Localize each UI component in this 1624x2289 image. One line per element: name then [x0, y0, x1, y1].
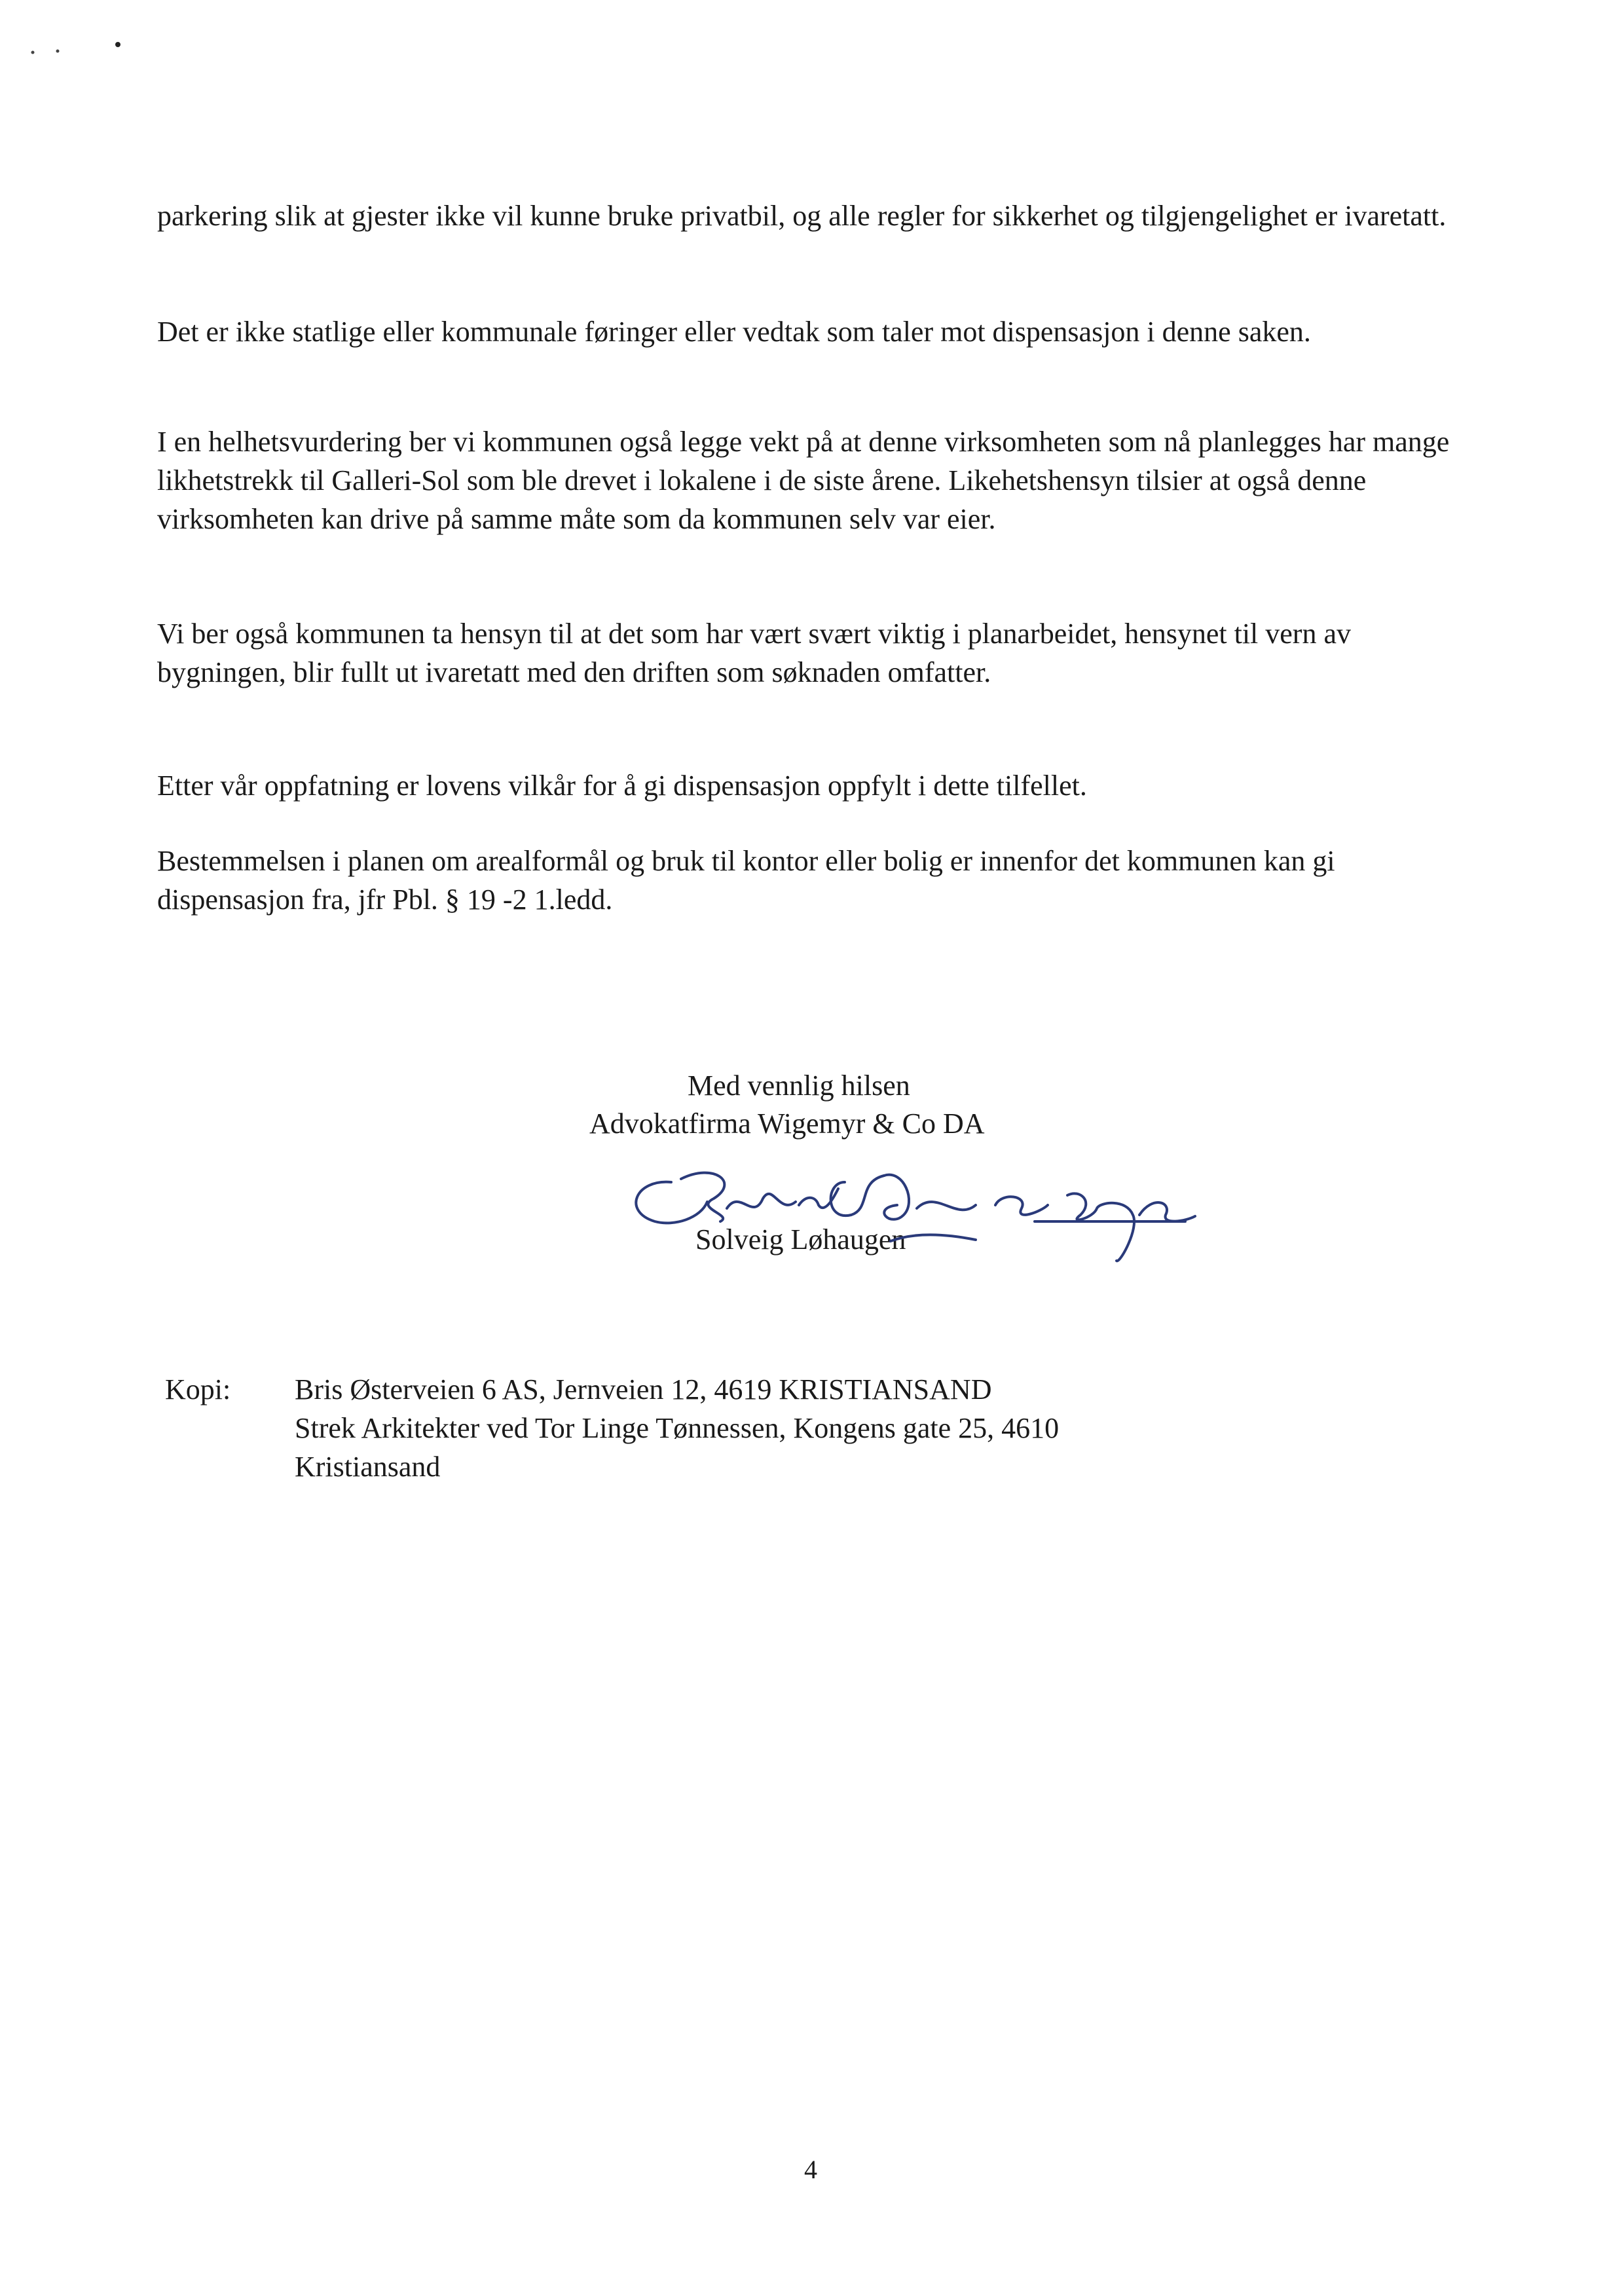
copy-recipient-2: Strek Arkitekter ved Tor Linge Tønnessen, Kongens gate 25, 4610	[295, 1412, 1060, 1444]
page-number: 4	[804, 2155, 817, 2184]
paragraph-conditions-met: Etter vår oppfatning er lovens vilkår for å gi dispensasjon oppfylt i dette tilfellet.	[157, 770, 1087, 802]
scan-marks	[26, 33, 131, 59]
copy-label: Kopi:	[165, 1373, 231, 1405]
closing-greeting: Med vennlig hilsen	[688, 1070, 910, 1102]
firm-name: Advokatfirma Wigemyr & Co DA	[589, 1107, 985, 1140]
paragraph-building-protection: Vi ber også kommunen ta hensyn til at det som har vært svært viktig i planarbeidet, hensynet til vern av bygningen, blir fullt ut ivaretatt med den driften som søknaden omfatter.	[157, 618, 1351, 688]
paragraph-dispensation-basis: Bestemmelsen i planen om arealformål og bruk til kontor eller bolig er innenfor det kommunen kan gi dispensasjon fra, jfr Pbl. § 19 -2 1.ledd.	[157, 845, 1335, 916]
paragraph-overall-assessment: I en helhetsvurdering ber vi kommunen også legge vekt på at denne virksomheten som nå planlegges har mange likhetstrekk til Galleri-Sol som ble drevet i lokalene i de siste årene. Likehetshensyn tilsier at også denne virksomheten kan drive på samme måte som da kommunen selv var eier.	[157, 426, 1450, 535]
paragraph-no-state-guidelines: Det er ikke statlige eller kommunale føringer eller vedtak som taler mot dispensasjon i denne saken.	[157, 316, 1311, 348]
handwritten-signature	[609, 1143, 1198, 1274]
signer-name: Solveig Løhaugen	[695, 1223, 906, 1256]
copy-recipient-1: Bris Østerveien 6 AS, Jernveien 12, 4619 KRISTIANSAND	[295, 1373, 992, 1405]
copy-recipient-2-city: Kristiansand	[295, 1451, 441, 1483]
paragraph-parking: parkering slik at gjester ikke vil kunne bruke privatbil, og alle regler for sikkerhet og tilgjengelighet er ivaretatt.	[157, 200, 1447, 232]
